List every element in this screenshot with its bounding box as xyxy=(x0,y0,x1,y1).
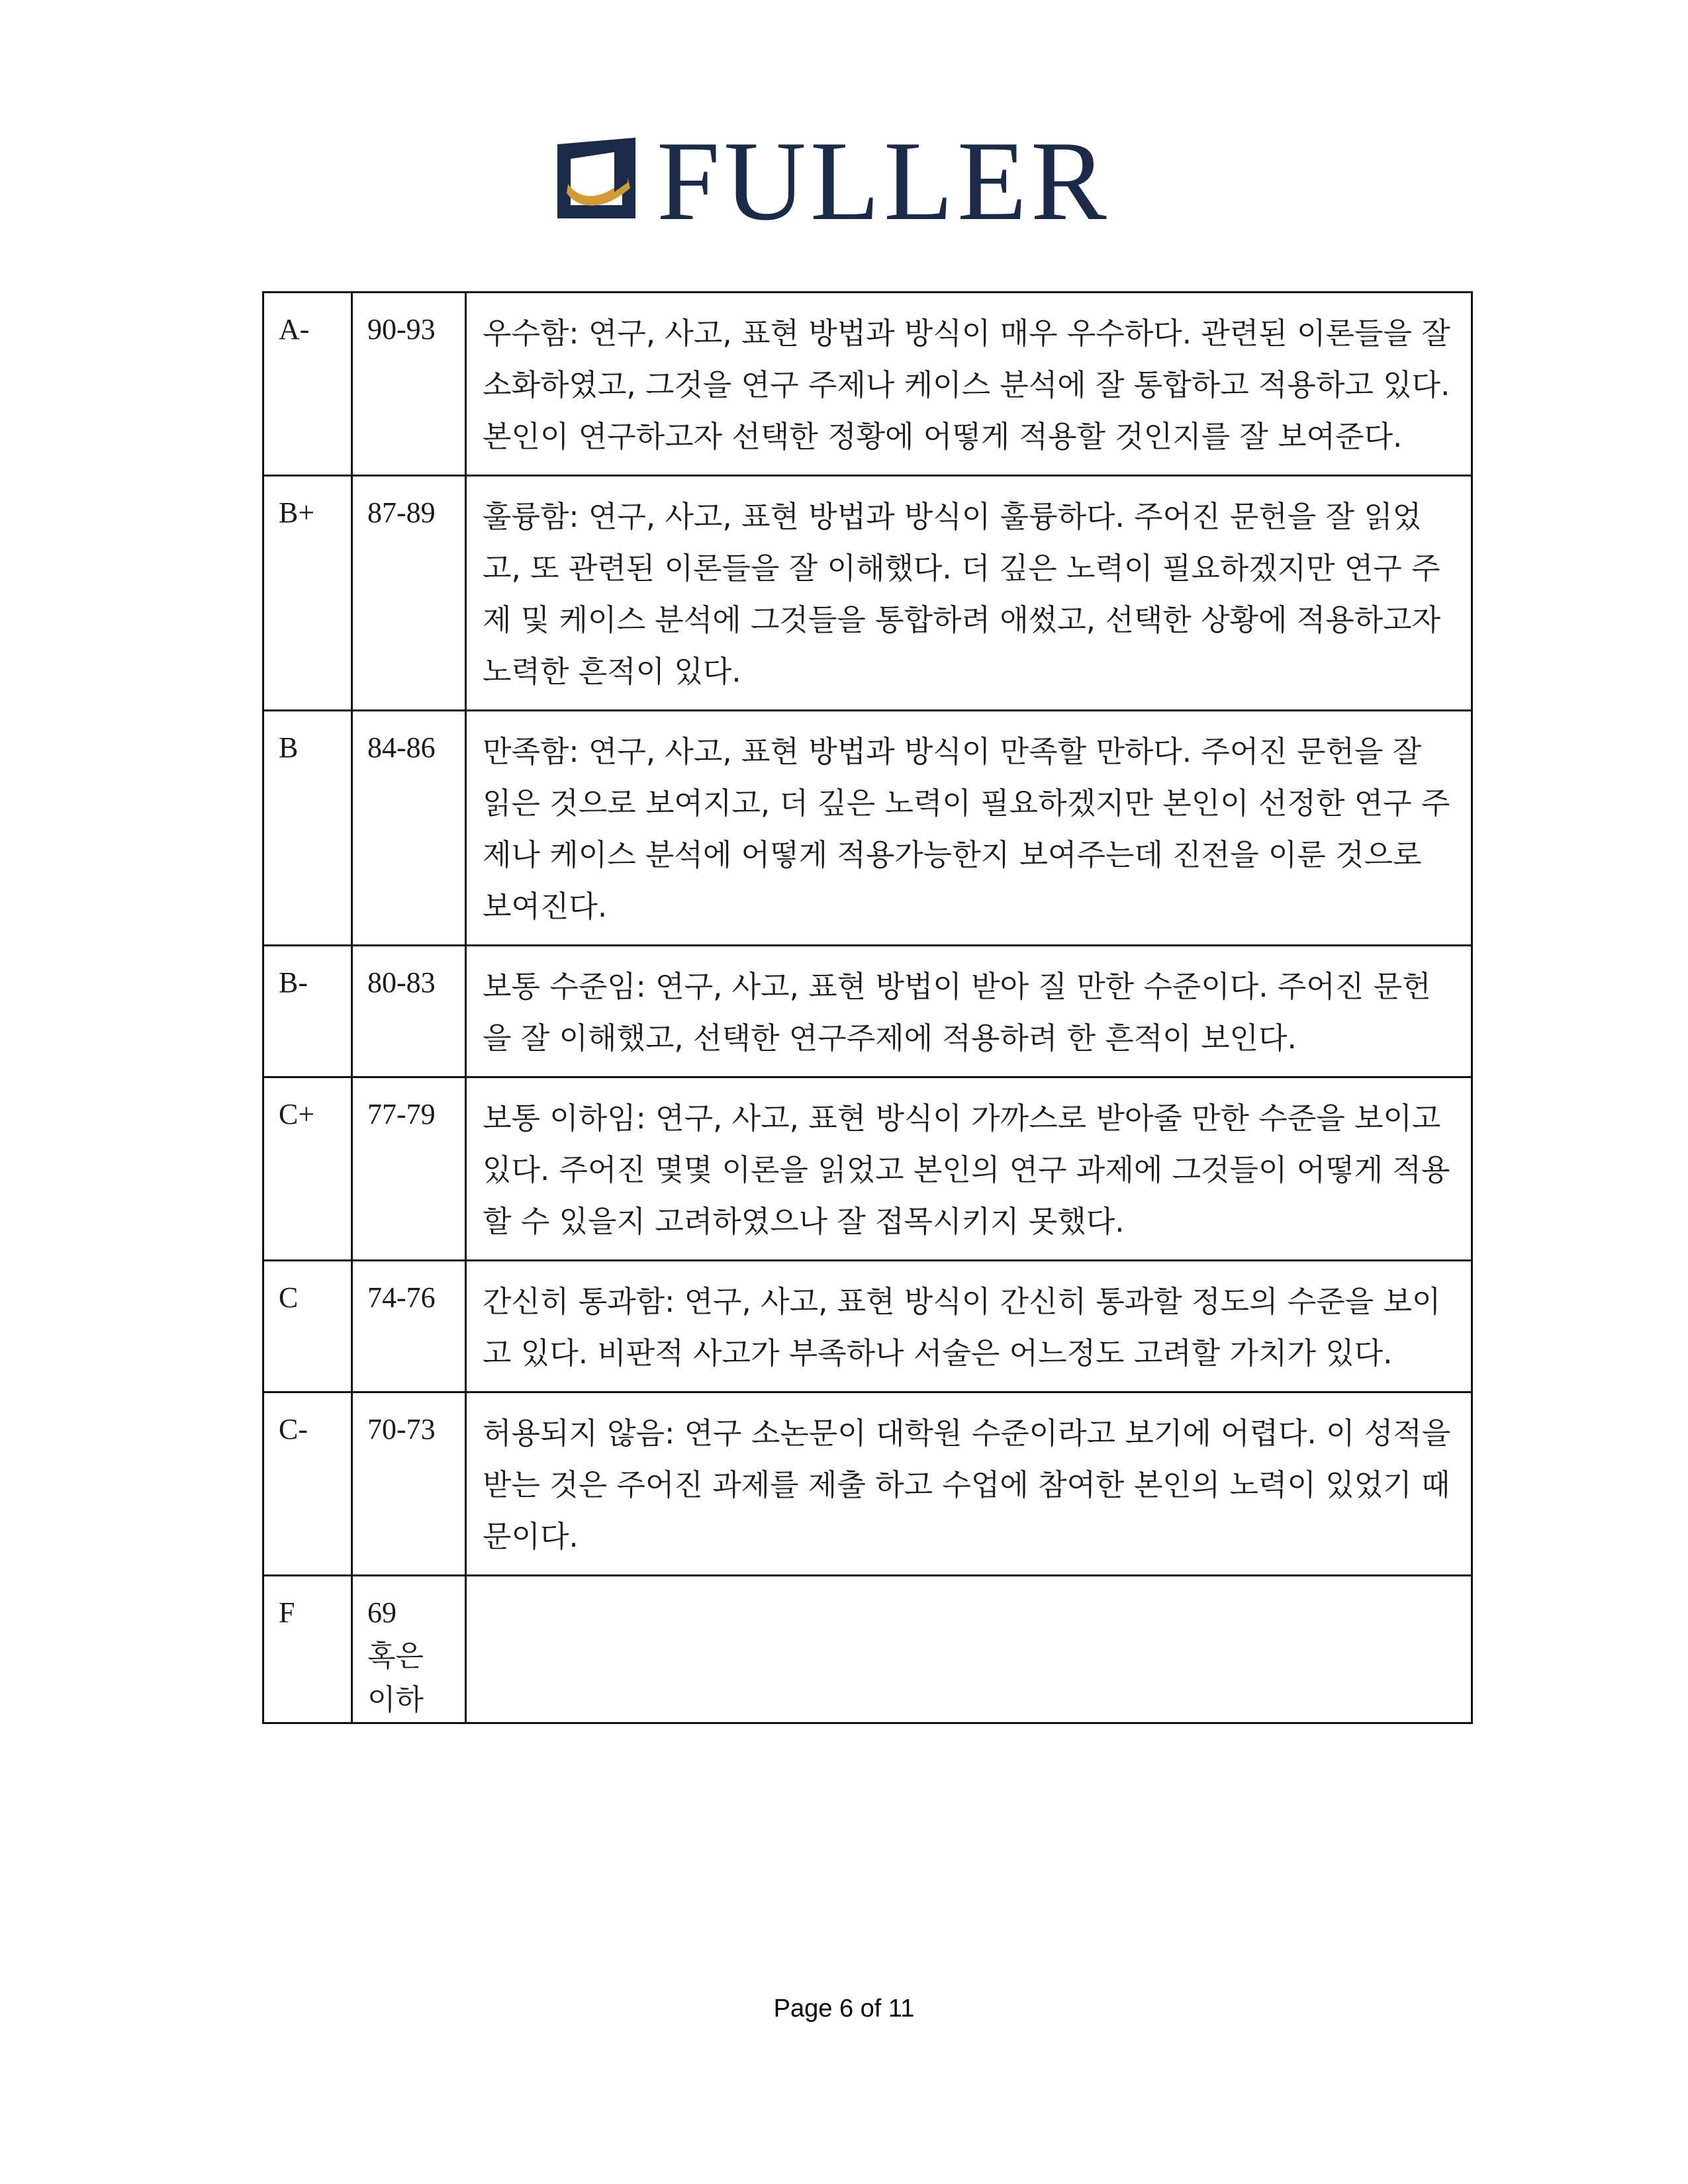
grade-cell: F xyxy=(263,1576,352,1723)
page-number: Page 6 of 11 xyxy=(773,1995,915,2023)
fuller-book-icon xyxy=(553,136,639,222)
description-cell: 허용되지 않음: 연구 소논문이 대학원 수준이라고 보기에 어렵다. 이 성적을 받는 것은 주어진 과제를 제출 하고 수업에 참여한 본인의 노력이 있었기 때문이다. xyxy=(466,1392,1472,1576)
description-cell: 만족함: 연구, 사고, 표현 방법과 방식이 만족할 만하다. 주어진 문헌을 잘 읽은 것으로 보여지고, 더 깊은 노력이 필요하겠지만 본인이 선정한 연구 주제나 케이스 분석에 어떻게 적용가능한지 보여주는데 진전을 이룬 것으로 보여진다. xyxy=(466,711,1472,946)
score-range-cell xyxy=(352,1077,466,1261)
score-range-cell xyxy=(352,476,466,711)
table-row xyxy=(263,1261,1472,1392)
table-row xyxy=(263,476,1472,711)
table-row xyxy=(263,946,1472,1077)
score-range-text: 84-86 xyxy=(367,731,436,764)
score-range-cell xyxy=(352,293,466,476)
score-range-text: 70-73 xyxy=(367,1413,436,1445)
score-range-text: 90-93 xyxy=(367,313,436,345)
grade-cell: B- xyxy=(263,946,352,1077)
logo-wordmark: FULLER xyxy=(657,118,1111,244)
grade-cell: C+ xyxy=(263,1077,352,1261)
table-row xyxy=(263,293,1472,476)
score-range-text: 이하 xyxy=(367,1684,424,1716)
grade-cell: C- xyxy=(263,1392,352,1576)
score-range-cell xyxy=(352,1261,466,1392)
table-row xyxy=(263,711,1472,946)
score-range-cell xyxy=(352,1392,466,1576)
description-cell: 보통 수준임: 연구, 사고, 표현 방법이 받아 질 만한 수준이다. 주어진 문헌을 잘 이해했고, 선택한 연구주제에 적용하려 한 흔적이 보인다. xyxy=(466,946,1472,1077)
score-range-cell xyxy=(352,946,466,1077)
description-cell: 보통 이하임: 연구, 사고, 표현 방식이 가까스로 받아줄 만한 수준을 보이고 있다. 주어진 몇몇 이론을 읽었고 본인의 연구 과제에 그것들이 어떻게 적용할 수 있을지 고려하였으나 잘 접목시키지 못했다. xyxy=(466,1077,1472,1261)
description-cell xyxy=(466,1576,1472,1723)
rubric-body xyxy=(263,293,1472,1723)
score-range-cell xyxy=(352,1576,466,1723)
description-cell: 훌륭함: 연구, 사고, 표현 방법과 방식이 훌륭하다. 주어진 문헌을 잘 읽었고, 또 관련된 이론들을 잘 이해했다. 더 깊은 노력이 필요하겠지만 연구 주제 및 케이스 분석에 그것들을 통합하려 애썼고, 선택한 상황에 적용하고자 노력한 흔적이 있다. xyxy=(466,476,1472,711)
grading-rubric-table xyxy=(262,291,1473,1724)
description-cell: 간신히 통과함: 연구, 사고, 표현 방식이 간신히 통과할 정도의 수준을 보이고 있다. 비판적 사고가 부족하나 서술은 어느정도 고려할 가치가 있다. xyxy=(466,1261,1472,1392)
description-cell: 우수함: 연구, 사고, 표현 방법과 방식이 매우 우수하다. 관련된 이론들을 잘 소화하였고, 그것을 연구 주제나 케이스 분석에 잘 통합하고 적용하고 있다. 본인이 연구하고자 선택한 정황에 어떻게 적용할 것인지를 잘 보여준다. xyxy=(466,293,1472,476)
score-range-text: 74-76 xyxy=(367,1281,436,1314)
score-range-text: 혹은 xyxy=(367,1640,424,1672)
table-row xyxy=(263,1077,1472,1261)
table-row xyxy=(263,1576,1472,1723)
score-range-text: 87-89 xyxy=(367,496,436,529)
fuller-logo xyxy=(553,118,1116,244)
grade-cell: B+ xyxy=(263,476,352,711)
grade-cell: A- xyxy=(263,293,352,476)
score-range-cell xyxy=(352,711,466,946)
grade-cell: B xyxy=(263,711,352,946)
table-row xyxy=(263,1392,1472,1576)
score-range-text: 80-83 xyxy=(367,966,436,999)
score-range-text: 77-79 xyxy=(367,1098,436,1130)
grade-cell: C xyxy=(263,1261,352,1392)
score-range-text: 69 xyxy=(367,1596,397,1629)
